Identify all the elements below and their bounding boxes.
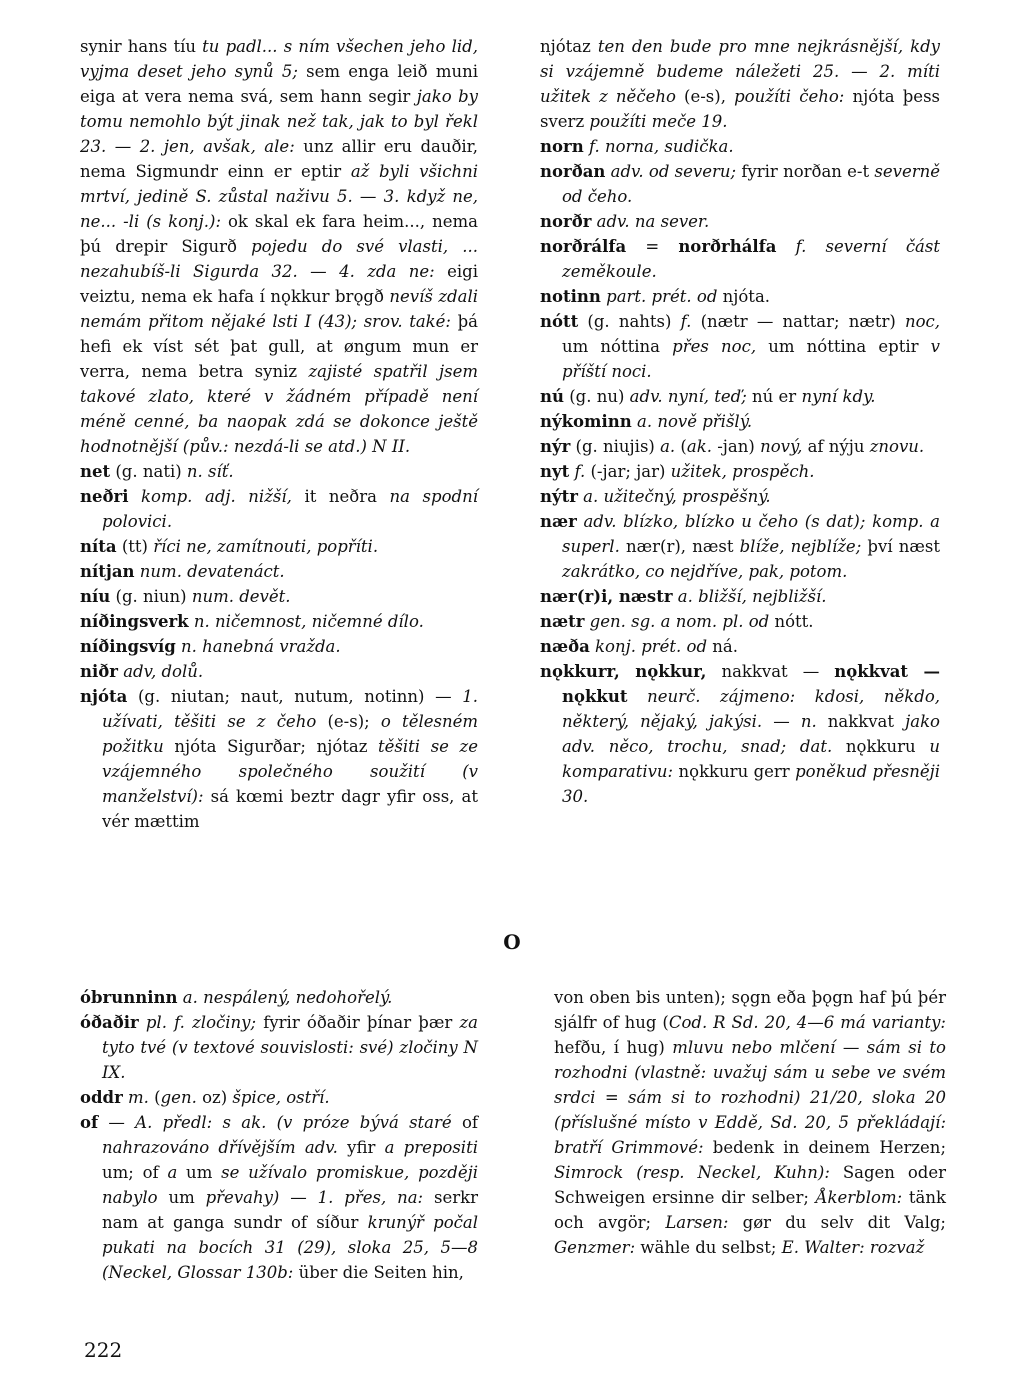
- italic-text: pojedu do své vlasti, ... nezahubíš-li Sigurda 32. — 4. zda ne:: [80, 237, 478, 281]
- body-text: því næst: [861, 537, 940, 556]
- column-top-left: [80, 34, 478, 834]
- italic-text: Genzmer:: [554, 1238, 636, 1257]
- dictionary-entry: [540, 384, 940, 409]
- italic-text: krunýř počal pukati na bocích 31 (29), sloka 25, 5—8 (Neckel, Glossar 130b:: [102, 1213, 478, 1282]
- italic-text: jako by tomu nemohlo být jinak než tak, jak to byl řekl 23. — 2. jen, avšak, ale:: [80, 87, 479, 156]
- dictionary-entry: [80, 584, 478, 609]
- body-text: um nóttina eptir: [756, 337, 931, 356]
- entry-headword: norðan: [540, 162, 606, 181]
- body-text: ok skal ek fara heim..., nema þú drepir Sigurð: [80, 212, 478, 256]
- dictionary-entry: [540, 584, 940, 609]
- body-text: (g. niutan; naut, nutum, notinn) —: [127, 687, 463, 706]
- italic-text: num. devět.: [191, 587, 291, 606]
- body-text: nakkvat —: [706, 662, 835, 681]
- italic-text: A. předl: s ak. (v próze bývá staré: [135, 1113, 452, 1132]
- entry-headword: nýr: [540, 437, 571, 456]
- dictionary-entry: [540, 234, 940, 284]
- dictionary-entry: [80, 1085, 478, 1110]
- body-text: nǫkkuru: [832, 737, 930, 756]
- entry-headword: níta: [80, 537, 117, 556]
- italic-text: nyní kdy.: [801, 387, 876, 406]
- italic-text: f.: [680, 312, 692, 331]
- body-text: fyrir óðaðir þínar þær: [256, 1013, 460, 1032]
- italic-text: adv. blízko, blízko u čeho (s dat); komp. a superl.: [562, 512, 940, 556]
- body-text: ná.: [707, 637, 739, 656]
- body-text: sem enga leið muni eiga at vera nema svá, sem hann segir: [80, 62, 478, 106]
- entry-headword: nǫkkurr, nǫkkur,: [540, 662, 707, 681]
- dictionary-entry: [540, 509, 940, 584]
- italic-text: nevíš zdali nemám přitom nějaké lsti I (43); srov. také:: [80, 287, 479, 331]
- dictionary-entry: [540, 434, 940, 459]
- italic-text: a. bližší, nejbližší.: [677, 587, 827, 606]
- body-text: gør du selv dit Valg;: [728, 1213, 946, 1232]
- italic-text: adv, dolů.: [123, 662, 204, 681]
- italic-text: Larsen:: [665, 1213, 729, 1232]
- entry-headword: níðingsverk: [80, 612, 189, 631]
- dictionary-entry: [80, 659, 478, 684]
- italic-text: blíže, nejblíže;: [739, 537, 862, 556]
- italic-text: m.: [128, 1088, 149, 1107]
- body-text: of: [451, 1113, 478, 1132]
- entry-headword: net: [80, 462, 111, 481]
- body-text: um: [157, 1188, 206, 1207]
- entry-headword: óðaðir: [80, 1013, 139, 1032]
- dictionary-entry: [540, 659, 940, 809]
- entry-headword: norðr: [540, 212, 592, 231]
- body-text: von oben bis unten); sǫgn eða þǫgn haf þú þér sjálfr of hug (: [554, 988, 946, 1032]
- entry-headword: neðri: [80, 487, 129, 506]
- entry-headword: nótt: [540, 312, 579, 331]
- italic-text: u komparativu:: [562, 737, 940, 781]
- italic-text: komp. adj. nižší,: [141, 487, 292, 506]
- body-text: bedenk in deinem Herzen;: [703, 1138, 946, 1157]
- column-bottom-right: [554, 985, 946, 1260]
- italic-text: použíti čeho:: [734, 87, 845, 106]
- body-text: njóta þess sverz: [540, 87, 940, 131]
- body-text: þá hefi ek víst sét þat gull, at øngum mun er verra, nema betra syniz: [80, 312, 478, 381]
- italic-text: znovu.: [869, 437, 925, 456]
- body-text: af nýju: [802, 437, 870, 456]
- dictionary-entry: [80, 1110, 478, 1285]
- dictionary-entry: [80, 634, 478, 659]
- italic-text: adv. nyní, teď;: [629, 387, 747, 406]
- body-text: eigi veiztu, nema ek hafa í nǫkkur brǫgð: [80, 262, 478, 306]
- italic-text: n. síť.: [186, 462, 234, 481]
- italic-text: severně od čeho.: [562, 162, 941, 206]
- body-text: [627, 687, 647, 706]
- body-text: (nætr — nattar; nætr): [691, 312, 905, 331]
- italic-text: a.: [660, 437, 676, 456]
- entry-headword: nítjan: [80, 562, 135, 581]
- dictionary-entry: [80, 985, 478, 1010]
- dictionary-entry: [540, 484, 940, 509]
- body-text: nú er: [746, 387, 802, 406]
- dictionary-entry: [80, 684, 478, 834]
- dictionary-entry: [540, 134, 940, 159]
- italic-text: užitek, prospěch.: [670, 462, 815, 481]
- body-text: sá kœmi beztr dagr yfir oss, at vér mættim: [102, 787, 478, 831]
- body-text: oz): [196, 1088, 233, 1107]
- body-text: um nóttina: [562, 337, 673, 356]
- entry-headword: nætr: [540, 612, 585, 631]
- body-text: it neðra: [291, 487, 390, 506]
- italic-text: až byli všichni mrtví, jedině S. zůstal naživu 5. — 3. když ne, ne... -li (s konj.):: [80, 162, 478, 231]
- italic-text: tu padl... s ním všechen jeho lid, vyjma deset jeho synů 5;: [80, 37, 478, 81]
- body-text: über die Seiten hin,: [293, 1263, 464, 1282]
- italic-text: neurč. zájmeno: kdosi, někdo, některý, nějaký, jakýsi. — n.: [562, 687, 941, 731]
- entry-headword: nýkominn: [540, 412, 632, 431]
- body-text: (g. nu): [564, 387, 630, 406]
- entry-headword: nýtr: [540, 487, 578, 506]
- italic-text: zajisté spatřil jsem takové zlato, které v žádném případě není méně cenné, ba naopak zdá se dokonce ještě hodnotnější (pův.: nezdá-li se atd.) N II.: [80, 362, 478, 456]
- entry-headword: nyt: [540, 462, 570, 481]
- body-text: wähle du selbst;: [635, 1238, 782, 1257]
- italic-text: ten den bude pro mne nejkrásnější, kdy si vzájemně budeme náležeti 25. — 2. míti užitek z něčeho: [540, 37, 940, 106]
- continued-paragraph: [540, 34, 940, 134]
- body-text: nakkvat: [816, 712, 906, 731]
- italic-text: a prepositi: [384, 1138, 478, 1157]
- italic-text: nahrazováno dřívějším adv.: [102, 1138, 338, 1157]
- italic-text: f.: [574, 462, 586, 481]
- dictionary-entry: [540, 409, 940, 434]
- entry-headword: níu: [80, 587, 111, 606]
- body-text: nǫkkuru gerr: [673, 762, 796, 781]
- dictionary-entry: [80, 559, 478, 584]
- body-text: njóta Sigurðar; njótaz: [163, 737, 379, 756]
- body-text: (e-s),: [675, 87, 735, 106]
- entry-headword: norðrhálfa: [678, 237, 777, 256]
- italic-text: f. severní část zeměkoule.: [562, 237, 940, 281]
- dictionary-entry: [540, 459, 940, 484]
- body-text: (g. nahts): [578, 312, 681, 331]
- dictionary-entry: [540, 284, 940, 309]
- body-text: fyrir norðan e-t: [736, 162, 875, 181]
- italic-text: konj. prét. od: [595, 637, 708, 656]
- body-text: [128, 487, 141, 506]
- italic-text: v příští noci.: [562, 337, 940, 381]
- body-text: [139, 1013, 146, 1032]
- italic-text: zakrátko, co nejdříve, pak, potom.: [562, 562, 848, 581]
- italic-text: Cod. R Sd. 20, 4—6 má varianty:: [668, 1013, 946, 1032]
- body-text: (-jar; jar): [585, 462, 671, 481]
- body-text: (g. niujis): [570, 437, 661, 456]
- italic-text: mluvu nebo mlčení — sám si to rozhodni (vlastně: uvažuj sám u sebe ve svém srdci = sám si to rozhodni) 21/20, sloka 20 (příslušné místo v Eddě, Sd. 20, 5 překládají: bratří Grimmové:: [554, 1038, 946, 1157]
- body-text: njóta.: [717, 287, 771, 306]
- body-text: =: [626, 237, 679, 256]
- italic-text: n. hanebná vražda.: [181, 637, 341, 656]
- body-text: synir hans tíu: [80, 37, 203, 56]
- italic-text: a. nespálený, nedohořelý.: [182, 988, 393, 1007]
- italic-text: n. ničemnost, ničemné dílo.: [193, 612, 424, 631]
- italic-text: o tělesném požitku: [102, 712, 479, 756]
- italic-text: num. devatenáct.: [139, 562, 285, 581]
- italic-text: převahy) — 1. přes, na:: [205, 1188, 424, 1207]
- entry-headword: óbrunninn: [80, 988, 178, 1007]
- dictionary-entry: [540, 609, 940, 634]
- italic-text: a. užitečný, prospěšný.: [583, 487, 771, 506]
- continued-paragraph: [80, 34, 478, 459]
- italic-text: a: [167, 1163, 178, 1182]
- body-text: [776, 237, 795, 256]
- entry-headword: norðrálfa: [540, 237, 627, 256]
- entry-headword: oddr: [80, 1088, 123, 1107]
- italic-text: part. prét. od: [606, 287, 718, 306]
- italic-text: za tyto tvé (v textové souvislosti: své) zločiny N IX.: [102, 1013, 478, 1082]
- italic-text: přes noc,: [672, 337, 757, 356]
- body-text: (: [148, 1088, 161, 1107]
- body-text: tänk och avgör;: [554, 1188, 946, 1232]
- body-text: unz allir eru dauðir, nema Sigmundr einn er eptir: [80, 137, 478, 181]
- body-text: serkr nam at ganga sundr of síður: [102, 1188, 478, 1232]
- italic-text: jako adv. něco, trochu, snad; dat.: [562, 712, 940, 756]
- body-text: njótaz: [540, 37, 598, 56]
- entry-headword: næða: [540, 637, 590, 656]
- body-text: nótt.: [769, 612, 814, 631]
- dictionary-entry: [80, 609, 478, 634]
- section-letter: O: [503, 930, 521, 954]
- italic-text: na spodní polovici.: [102, 487, 478, 531]
- body-text: (e-s);: [316, 712, 381, 731]
- dictionary-entry: [540, 209, 940, 234]
- dictionary-entry: [540, 159, 940, 209]
- body-text: (: [675, 437, 687, 456]
- italic-text: a. nově přišlý.: [637, 412, 753, 431]
- italic-text: se užívalo promiskue, později nabylo: [102, 1163, 478, 1207]
- dictionary-entry: [80, 484, 478, 534]
- italic-text: říci ne, zamítnouti, popříti.: [153, 537, 379, 556]
- entry-headword: notinn: [540, 287, 601, 306]
- dictionary-entry: [540, 634, 940, 659]
- body-text: Sagen oder Schweigen ersinne dir selber;: [554, 1163, 946, 1207]
- italic-text: použíti meče 19.: [589, 112, 728, 131]
- body-text: yfir: [337, 1138, 385, 1157]
- body-text: —: [98, 1113, 136, 1132]
- entry-headword: nú: [540, 387, 564, 406]
- body-text: nær(r), næst: [619, 537, 740, 556]
- continued-paragraph: [554, 985, 946, 1260]
- italic-text: gen. sg. a nom. pl. od: [589, 612, 770, 631]
- body-text: (g. nati): [110, 462, 187, 481]
- italic-text: gen.: [160, 1088, 197, 1107]
- entry-headword: nǫkkvat — nǫkkut: [562, 662, 941, 706]
- italic-text: nový,: [760, 437, 803, 456]
- entry-headword: nær(r)i, næstr: [540, 587, 673, 606]
- entry-headword: of: [80, 1113, 99, 1132]
- entry-headword: níðingsvíg: [80, 637, 176, 656]
- italic-text: f. norna, sudička.: [588, 137, 734, 156]
- entry-headword: norn: [540, 137, 584, 156]
- italic-text: adv. od severu;: [610, 162, 737, 181]
- body-text: um; of: [102, 1163, 168, 1182]
- italic-text: ak.: [686, 437, 712, 456]
- italic-text: adv. na sever.: [596, 212, 710, 231]
- entry-headword: niðr: [80, 662, 118, 681]
- entry-headword: njóta: [80, 687, 128, 706]
- italic-text: poněkud přesněji 30.: [562, 762, 940, 806]
- italic-text: Simrock (resp. Neckel, Kuhn):: [554, 1163, 830, 1182]
- body-text: hefðu, í hug): [554, 1038, 673, 1057]
- entry-headword: nær: [540, 512, 577, 531]
- dictionary-entry: [80, 459, 478, 484]
- italic-text: noc,: [904, 312, 940, 331]
- dictionary-entry: [540, 309, 940, 384]
- italic-text: E. Walter: rozvaž: [781, 1238, 925, 1257]
- italic-text: špice, ostří.: [232, 1088, 330, 1107]
- column-top-right: [540, 34, 940, 809]
- dictionary-entry: [80, 534, 478, 559]
- body-text: um: [177, 1163, 222, 1182]
- italic-text: těšiti se ze vzájemného společného soužití (v manželství):: [102, 737, 478, 806]
- italic-text: 1. užívati, těšiti se z čeho: [102, 687, 478, 731]
- page-number: 222: [84, 1338, 123, 1362]
- body-text: -jan): [711, 437, 761, 456]
- italic-text: Åkerblom:: [815, 1188, 903, 1207]
- italic-text: pl. f. zločiny;: [145, 1013, 257, 1032]
- body-text: (tt): [116, 537, 154, 556]
- body-text: (g. niun): [110, 587, 192, 606]
- dictionary-entry: [80, 1010, 478, 1085]
- column-bottom-left: [80, 985, 478, 1285]
